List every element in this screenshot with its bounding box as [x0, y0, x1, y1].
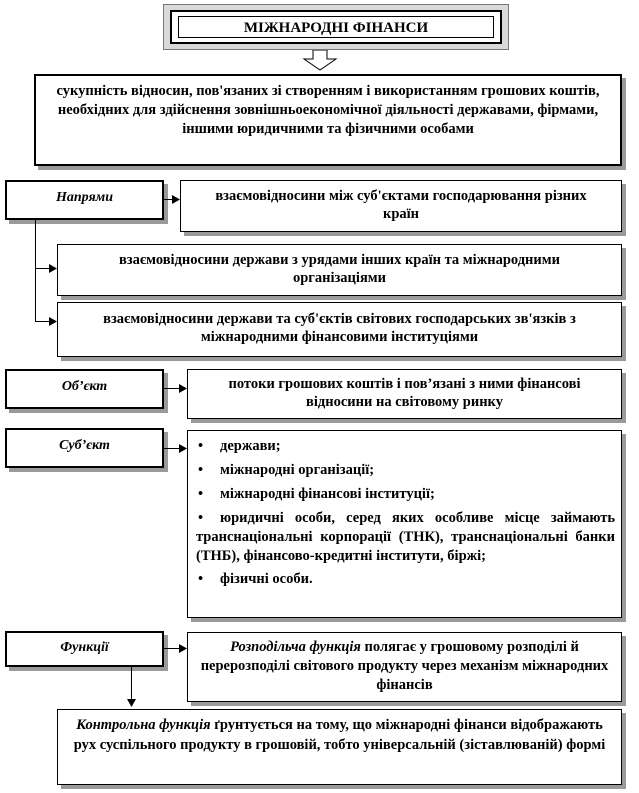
subject-list-item [188, 485, 615, 504]
functions-vertical-line [131, 667, 132, 701]
arrow-right-icon [49, 264, 57, 273]
object-label: Об’єкт [5, 369, 164, 409]
control-function-box [57, 709, 622, 785]
object-box: потоки грошових коштів і пов’язані з ними фінансові відносини на світовому ринку [187, 369, 622, 419]
subject-item-text: міжнародні організації; [220, 462, 375, 478]
subject-list-item [188, 437, 615, 456]
control-function-text: ґрунтується на тому, що міжнародні фінанси відображають рух суспільного продукту в грошовій, тобто універсальній (зіставлюваній) формі [73, 717, 606, 753]
bullet-icon: • [198, 438, 204, 454]
subject-box [187, 430, 622, 618]
directions-vertical-line [35, 220, 36, 322]
subject-item-text: держави; [220, 438, 281, 454]
direction-item: взаємовідносини держави та суб'єктів світових господарських зв'язків з міжнародними фінансовими інституціями [57, 302, 622, 357]
bullet-icon: • [198, 510, 204, 526]
arrow-right-icon [179, 444, 187, 453]
arrow-right-icon [179, 644, 187, 653]
distributive-function-box [187, 632, 622, 702]
functions-label: Функції [5, 631, 164, 667]
arrow-right-icon [179, 384, 187, 393]
direction-item: взаємовідносини між суб'єктами господарювання різних країн [180, 180, 622, 232]
distributive-function-name: Розподільча функція [230, 639, 361, 655]
subject-list-item [188, 461, 615, 480]
subject-item-text: міжнародні фінансові інституції; [220, 486, 435, 502]
bullet-icon: • [198, 486, 204, 502]
page-title: МІЖНАРОДНІ ФІНАНСИ [178, 16, 494, 38]
subject-list-item [188, 570, 615, 589]
subject-list-item [188, 509, 615, 566]
subject-label: Суб’єкт [5, 428, 164, 468]
direction-item: взаємовідносини держави з урядами інших країн та міжнародними організаціями [57, 244, 622, 296]
bullet-icon: • [198, 462, 204, 478]
arrow-right-icon [49, 317, 57, 326]
definition-box: сукупність відносин, пов'язаних зі створенням і використанням грошових коштів, необхідних для здійснення зовнішньоекономічної діяльності державами, фірмами, іншими юридичними та фізичними особами [34, 74, 622, 166]
subject-item-text: фізичні особи. [220, 571, 313, 587]
directions-label: Напрями [5, 180, 164, 220]
arrow-down-icon [127, 699, 136, 707]
arrow-right-icon [172, 195, 180, 204]
bullet-icon: • [198, 571, 204, 587]
title-down-arrow [300, 50, 340, 72]
subject-item-text: юридичні особи, серед яких особливе місце займають транснаціональні корпорації (ТНК), транснаціональні банки (ТНБ), фінансово-кредитні інститути, біржі; [196, 510, 615, 564]
control-function-name: Контрольна функція [76, 717, 211, 733]
distributive-function-text: полягає у грошовому розподілі й перерозподілі світового продукту через механізм міжнародних фінансів [200, 639, 609, 693]
